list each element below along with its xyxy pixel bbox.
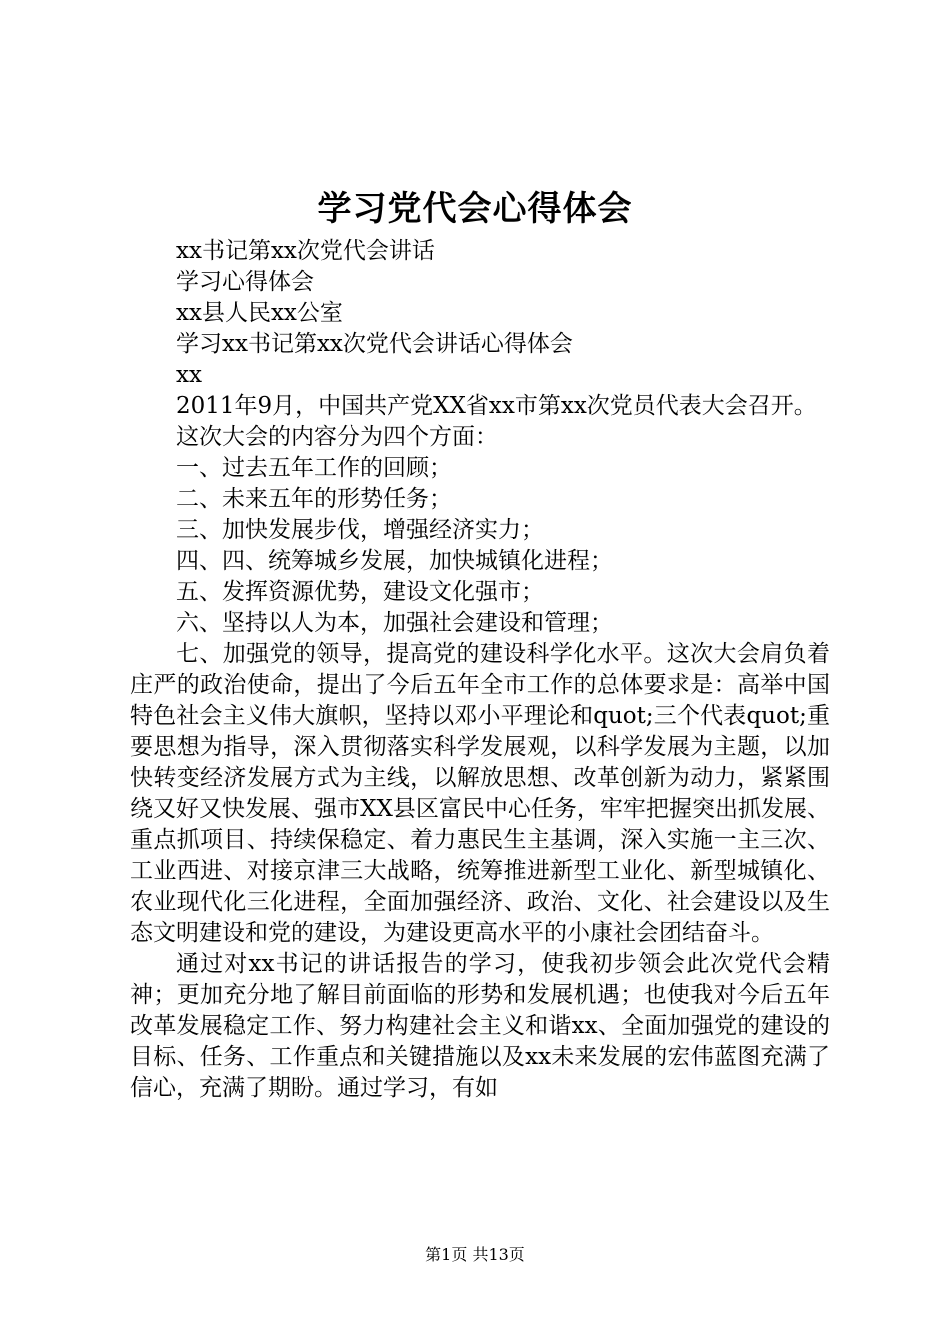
list-item-2: 二、未来五年的形势任务； xyxy=(176,486,452,512)
paragraph-2: 学习心得体会 xyxy=(176,269,314,295)
list-item-4: 四、四、统筹城乡发展，加快城镇化进程； xyxy=(176,548,613,574)
paragraph-4: 学习xx书记第xx次党代会讲话心得体会 xyxy=(176,331,573,357)
document-title: 学习党代会心得体会 xyxy=(317,189,633,229)
paragraph-8: 通过对xx书记的讲话报告的学习，使我初步领会此次党代会精神；更加充分地了解目前面临的形势和发展机遇；也使我对今后五年改革发展稳定工作、努力构建社会主义和谐xx、全面加强党的建设的目标、任务、工作重点和关键措施以及xx未来发展的宏伟蓝图充满了信心，充满了期盼。通过学习，有如 xyxy=(130,951,830,1101)
paragraph-3: xx县人民xx公室 xyxy=(176,300,343,326)
paragraph-1: xx书记第xx次党代会讲话 xyxy=(176,238,435,264)
list-item-3: 三、加快发展步伐，增强经济实力； xyxy=(176,517,544,543)
paragraph-5: xx xyxy=(176,362,202,388)
page-footer: 第1页 共13页 xyxy=(425,1245,525,1264)
paragraph-6: 2011年9月，中国共产党XX省xx市第xx次党员代表大会召开。 xyxy=(176,393,817,419)
document-body xyxy=(130,236,830,1104)
list-item-5: 五、发挥资源优势，建设文化强市； xyxy=(176,579,544,605)
list-item-7: 七、加强党的领导，提高党的建设科学化水平。这次大会肩负着庄严的政治使命，提出了今后五年全市工作的总体要求是：高举中国特色社会主义伟大旗帜，坚持以邓小平理论和quot;三个代表quot;重要思想为指导，深入贯彻落实科学发展观，以科学发展为主题，以加快转变经济发展方式为主线，以解放思想、改革创新为动力，紧紧围绕又好又快发展、强市XX县区富民中心任务，牢牢把握突出抓发展、重点抓项目、持续保稳定、着力惠民生主基调，深入实施一主三次、工业西进、对接京津三大战略，统筹推进新型工业化、新型城镇化、农业现代化三化进程，全面加强经济、政治、文化、社会建设以及生态文明建设和党的建设，为建设更高水平的小康社会团结奋斗。 xyxy=(130,641,830,946)
list-item-1: 一、过去五年工作的回顾； xyxy=(176,455,452,481)
paragraph-7: 这次大会的内容分为四个方面： xyxy=(176,424,498,450)
list-item-6: 六、坚持以人为本，加强社会建设和管理； xyxy=(176,610,613,636)
